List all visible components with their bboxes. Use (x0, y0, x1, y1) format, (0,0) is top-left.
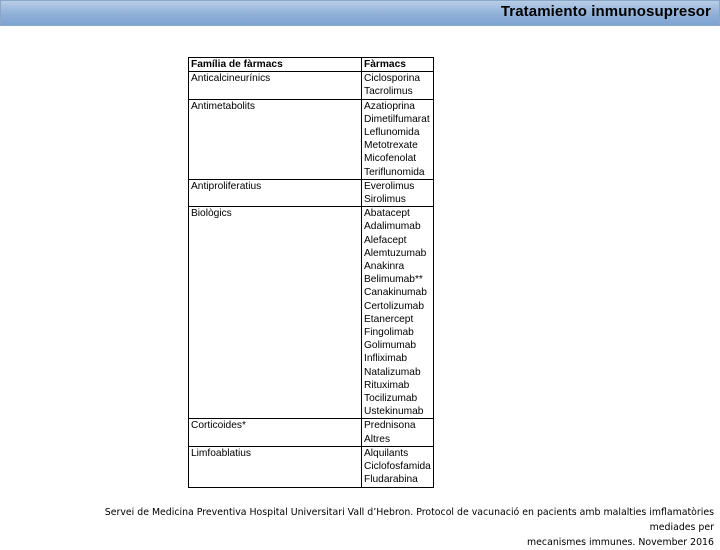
table-row (189, 207, 434, 221)
table-row (189, 152, 434, 165)
table-row (189, 419, 434, 433)
table-row (189, 326, 434, 339)
drug-cell: Prednisona (362, 419, 434, 433)
drug-cell: Teriflunomida (362, 166, 434, 180)
family-cell (189, 193, 362, 207)
drug-cell: Fludarabina (362, 473, 434, 487)
family-cell (189, 286, 362, 299)
drug-cell: Altres (362, 433, 434, 447)
table-row (189, 366, 434, 379)
family-cell (189, 152, 362, 165)
drug-cell: Adalimumab (362, 220, 434, 233)
family-cell (189, 126, 362, 139)
table-row (189, 273, 434, 286)
drug-cell: Tocilizumab (362, 392, 434, 405)
table-row (189, 85, 434, 99)
family-cell (189, 352, 362, 365)
table-row (189, 179, 434, 193)
drug-table (188, 57, 434, 488)
drug-cell: Alemtuzumab (362, 247, 434, 260)
family-cell (189, 85, 362, 99)
table-row (189, 166, 434, 180)
drug-cell: Ciclofosfamida (362, 460, 434, 473)
family-cell (189, 273, 362, 286)
drug-cell: Leflunomida (362, 126, 434, 139)
table-row (189, 139, 434, 152)
drug-cell: Fingolimab (362, 326, 434, 339)
drug-cell: Metotrexate (362, 139, 434, 152)
drug-cell: Everolimus (362, 179, 434, 193)
family-cell (189, 460, 362, 473)
family-cell (189, 300, 362, 313)
drug-cell: Abatacept (362, 207, 434, 221)
family-cell (189, 139, 362, 152)
table-row (189, 193, 434, 207)
table-row (189, 99, 434, 113)
family-cell (189, 379, 362, 392)
family-cell (189, 339, 362, 352)
column-header-drugs: Fàrmacs (362, 58, 434, 72)
family-cell (189, 260, 362, 273)
family-cell (189, 166, 362, 180)
table-row (189, 313, 434, 326)
family-cell: Corticoides* (189, 419, 362, 433)
family-cell (189, 220, 362, 233)
table-row (189, 234, 434, 247)
table-row (189, 473, 434, 487)
family-cell (189, 473, 362, 487)
family-cell: Antiproliferatius (189, 179, 362, 193)
family-cell (189, 247, 362, 260)
family-cell: Antimetabolits (189, 99, 362, 113)
table-row (189, 286, 434, 299)
drug-cell: Infliximab (362, 352, 434, 365)
drug-cell: Canakinumab (362, 286, 434, 299)
drug-cell: Alefacept (362, 234, 434, 247)
family-cell (189, 405, 362, 419)
drug-cell: Natalizumab (362, 366, 434, 379)
table-row (189, 352, 434, 365)
title-bar (0, 0, 720, 26)
family-cell (189, 313, 362, 326)
table-row (189, 339, 434, 352)
drug-cell: Micofenolat (362, 152, 434, 165)
drug-cell: Rituximab (362, 379, 434, 392)
drug-cell: Dimetilfumarat (362, 113, 434, 126)
column-header-family: Família de fàrmacs (189, 58, 362, 72)
family-cell (189, 392, 362, 405)
drug-cell: Alquilants (362, 446, 434, 460)
table-row (189, 247, 434, 260)
family-cell: Anticalcineurínics (189, 72, 362, 86)
family-cell (189, 234, 362, 247)
table-row (189, 446, 434, 460)
citation-line-1: Servei de Medicina Preventiva Hospital Universitari Vall d’Hebron. Protocol de vacunació en pacients amb malalties imflamatòries mediades per (104, 507, 714, 533)
family-cell (189, 366, 362, 379)
family-cell (189, 433, 362, 447)
table-row (189, 72, 434, 86)
table-row (189, 126, 434, 139)
drug-cell: Belimumab** (362, 273, 434, 286)
table-header-row (189, 58, 434, 72)
family-cell (189, 326, 362, 339)
table-row (189, 300, 434, 313)
page-title: Tratamiento inmunosupresor (500, 3, 711, 20)
drug-cell: Golimumab (362, 339, 434, 352)
table-row (189, 460, 434, 473)
drug-cell: Anakinra (362, 260, 434, 273)
drug-cell: Ustekinumab (362, 405, 434, 419)
family-cell: Biològics (189, 207, 362, 221)
family-cell (189, 113, 362, 126)
drug-cell: Azatioprina (362, 99, 434, 113)
table-row (189, 220, 434, 233)
table-row (189, 113, 434, 126)
source-citation (60, 505, 714, 550)
citation-line-2: mecanismes immunes. November 2016 (527, 537, 714, 548)
table-row (189, 405, 434, 419)
table-row (189, 433, 434, 447)
drug-cell: Ciclosporina (362, 72, 434, 86)
family-cell: Limfoablatius (189, 446, 362, 460)
drug-cell: Etanercept (362, 313, 434, 326)
table-row (189, 379, 434, 392)
table-row (189, 392, 434, 405)
drug-cell: Certolizumab (362, 300, 434, 313)
table-row (189, 260, 434, 273)
drug-cell: Tacrolimus (362, 85, 434, 99)
drug-cell: Sirolimus (362, 193, 434, 207)
